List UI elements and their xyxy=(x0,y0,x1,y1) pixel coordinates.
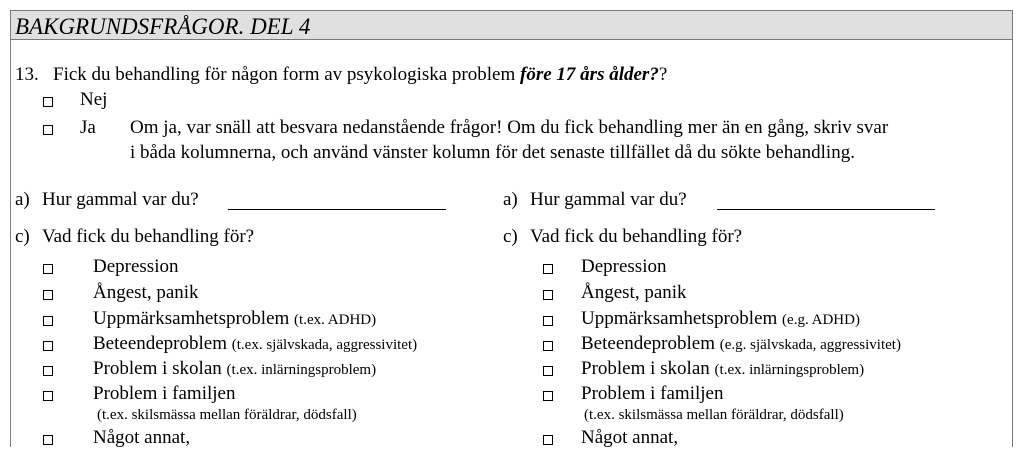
left-checkbox-other[interactable] xyxy=(43,435,53,445)
left-age-label: Hur gammal var du? xyxy=(42,189,199,210)
left-checkbox-family[interactable] xyxy=(43,391,53,401)
option-no-label: Nej xyxy=(80,89,108,110)
right-age-label: Hur gammal var du? xyxy=(530,189,687,210)
left-border xyxy=(10,40,11,447)
right-item-family-note: (t.ex. skilsmässa mellan föräldrar, dödsfall) xyxy=(584,407,844,423)
right-checkbox-anxiety[interactable] xyxy=(543,290,553,300)
left-item-behavior-note: (t.ex. självskada, aggressivitet) xyxy=(231,337,418,353)
left-checkbox-anxiety[interactable] xyxy=(43,290,53,300)
instruction-line-1: Om ja, var snäll att besvara nedanstående frågor! Om du fick behandling mer än en gång, skriv svar xyxy=(130,117,889,138)
right-item-attention xyxy=(581,308,860,331)
left-reason-label: Vad fick du behandling för? xyxy=(42,226,255,247)
right-checkbox-depression[interactable] xyxy=(543,264,553,274)
left-age-answer-line[interactable] xyxy=(228,209,446,210)
question-text xyxy=(53,64,667,86)
question-text-emphasis: före 17 års ålder? xyxy=(520,64,659,85)
right-item-school-label: Problem i skolan xyxy=(581,358,710,379)
right-checkbox-behavior[interactable] xyxy=(543,341,553,351)
left-item-school-label: Problem i skolan xyxy=(93,358,222,379)
left-checkbox-school[interactable] xyxy=(43,366,53,376)
option-yes-label: Ja xyxy=(80,117,96,138)
left-item-family: Problem i familjen xyxy=(93,383,236,404)
left-item-behavior xyxy=(93,333,417,356)
right-reason-label: Vad fick du behandling för? xyxy=(530,226,743,247)
right-checkbox-school[interactable] xyxy=(543,366,553,376)
left-item-school xyxy=(93,358,376,381)
left-item-family-note: (t.ex. skilsmässa mellan föräldrar, dödsfall) xyxy=(97,407,357,423)
right-border xyxy=(1012,40,1013,447)
left-item-anxiety: Ångest, panik xyxy=(93,282,199,303)
right-checkbox-other[interactable] xyxy=(543,435,553,445)
left-a-letter: a) xyxy=(15,189,30,210)
left-checkbox-depression[interactable] xyxy=(43,264,53,274)
right-item-school xyxy=(581,358,864,381)
question-text-main: Fick du behandling för någon form av psykologiska problem xyxy=(53,64,516,85)
left-item-attention-note: (t.ex. ADHD) xyxy=(294,312,377,328)
right-age-answer-line[interactable] xyxy=(717,209,935,210)
left-item-depression: Depression xyxy=(93,256,179,277)
left-checkbox-behavior[interactable] xyxy=(43,341,53,351)
question-text-end: ? xyxy=(658,64,668,85)
right-checkbox-family[interactable] xyxy=(543,391,553,401)
right-item-school-note: (t.ex. inlärningsproblem) xyxy=(714,362,865,378)
section-header xyxy=(10,10,1013,40)
left-item-attention-label: Uppmärksamhetsproblem xyxy=(93,308,290,329)
instruction-line-2: i båda kolumnerna, och använd vänster kolumn för det senaste tillfället då du sökte behandling. xyxy=(130,142,855,163)
right-checkbox-attention[interactable] xyxy=(543,316,553,326)
right-item-behavior-label: Beteendeproblem xyxy=(581,333,716,354)
right-item-other: Något annat, xyxy=(581,427,679,448)
option-no-checkbox[interactable] xyxy=(43,97,53,107)
section-title: BAKGRUNDSFRÅGOR. DEL 4 xyxy=(15,14,311,39)
right-item-family: Problem i familjen xyxy=(581,383,724,404)
option-yes-checkbox[interactable] xyxy=(43,125,53,135)
left-item-other: Något annat, xyxy=(93,427,191,448)
right-item-attention-note: (e.g. ADHD) xyxy=(782,312,860,328)
right-item-behavior xyxy=(581,333,901,356)
right-item-depression: Depression xyxy=(581,256,667,277)
left-item-school-note: (t.ex. inlärningsproblem) xyxy=(226,362,377,378)
right-item-anxiety: Ångest, panik xyxy=(581,282,687,303)
question-number: 13. xyxy=(15,64,39,85)
left-checkbox-attention[interactable] xyxy=(43,316,53,326)
right-item-attention-label: Uppmärksamhetsproblem xyxy=(581,308,778,329)
left-item-attention xyxy=(93,308,376,331)
right-c-letter: c) xyxy=(503,226,518,247)
right-a-letter: a) xyxy=(503,189,518,210)
right-item-behavior-note: (e.g. självskada, aggressivitet) xyxy=(719,337,901,353)
left-c-letter: c) xyxy=(15,226,30,247)
left-item-behavior-label: Beteendeproblem xyxy=(93,333,228,354)
